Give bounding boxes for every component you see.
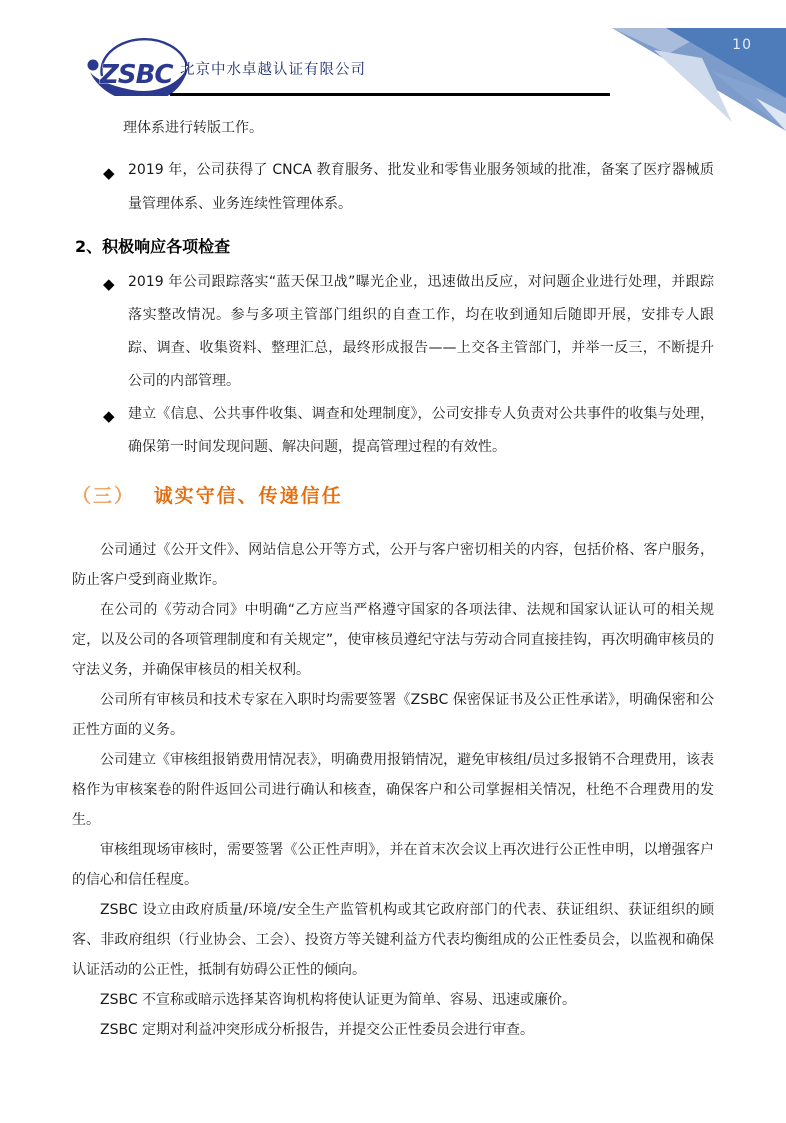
diamond-bullet-icon: ◆ [103,275,115,293]
list-item-text: 建立《信息、公共事件收集、调查和处理制度》，公司安排专人负责对公共事件的收集与处理，确保第一时间发现问题、解决问题，提高管理过程的有效性。 [128,406,714,455]
subsection-heading-title: 诚实守信、传递信任 [153,485,343,507]
diamond-bullet-icon: ◆ [103,164,115,182]
paragraph: 审核组现场审核时，需要签署《公正性声明》，并在首末次会议上再次进行公正性申明，以增强客户的信心和信任程度。 [72,842,714,888]
paragraph: ZSBC 不宣称或暗示选择某咨询机构将使认证更为简单、容易、迅速或廉价。 [100,992,577,1008]
subsection-heading-number: （三） [72,485,136,507]
list-item [72,398,714,464]
logo-text: ZSBC [100,60,173,90]
header-divider [170,93,610,96]
page-number: 10 [732,37,752,53]
company-name: 北京中水卓越认证有限公司 [180,62,366,78]
diamond-bullet-icon: ◆ [103,407,115,425]
paragraph: 公司建立《审核组报销费用情况表》，明确费用报销情况，避免审核组/员过多报销不合理费用，该表格作为审核案卷的附件返回公司进行确认和核查，确保客户和公司掌握相关情况，杜绝不合理费用的发生。 [72,752,714,828]
paragraph: 在公司的《劳动合同》中明确“乙方应当严格遵守国家的各项法律、法规和国家认证认可的相关规定，以及公司的各项管理制度和有关规定”，使审核员遵纪守法与劳动合同直接挂钩，再次明确审核员的守法义务，并确保审核员的相关权利。 [72,602,714,678]
paragraph: 公司所有审核员和技术专家在入职时均需要签署《ZSBC 保密保证书及公正性承诺》，明确保密和公正性方面的义务。 [72,692,714,738]
list-item-text: 2019 年，公司获得了 CNCA 教育服务、批发业和零售业服务领域的批准，备案了医疗器械质量管理体系、业务连续性管理体系。 [128,162,714,212]
paragraph: ZSBC 定期对利益冲突形成分析报告，并提交公正性委员会进行审查。 [100,1022,535,1038]
paragraph: 公司通过《公开文件》、网站信息公开等方式，公开与客户密切相关的内容，包括价格、客户服务，防止客户受到商业欺诈。 [72,542,714,588]
corner-triangles-icon [610,0,786,132]
list-item-text: 2019 年公司跟踪落实“蓝天保卫战”曝光企业，迅速做出反应，对问题企业进行处理，并跟踪落实整改情况。参与多项主管部门组织的自查工作，均在收到通知后随即开展，安排专人跟踪、调查、收集资料、整理汇总，最终形成报告——上交各主管部门，并举一反三，不断提升公司的内部管理。 [128,274,714,389]
paragraph: ZSBC 设立由政府质量/环境/安全生产监管机构或其它政府部门的代表、获证组织、获证组织的顾客、非政府组织（行业协会、工会）、投资方等关键利益方代表均衡组成的公正性委员会，以监视和确保认证活动的公正性，抵制有妨碍公正性的倾向。 [72,902,714,978]
list-item [72,266,714,398]
section-heading: 2、积极响应各项检查 [75,237,231,256]
subsection-heading [72,481,714,508]
paragraph-continuation: 理体系进行转版工作。 [123,120,263,136]
list-item [72,153,714,221]
corner-decoration [610,0,786,132]
